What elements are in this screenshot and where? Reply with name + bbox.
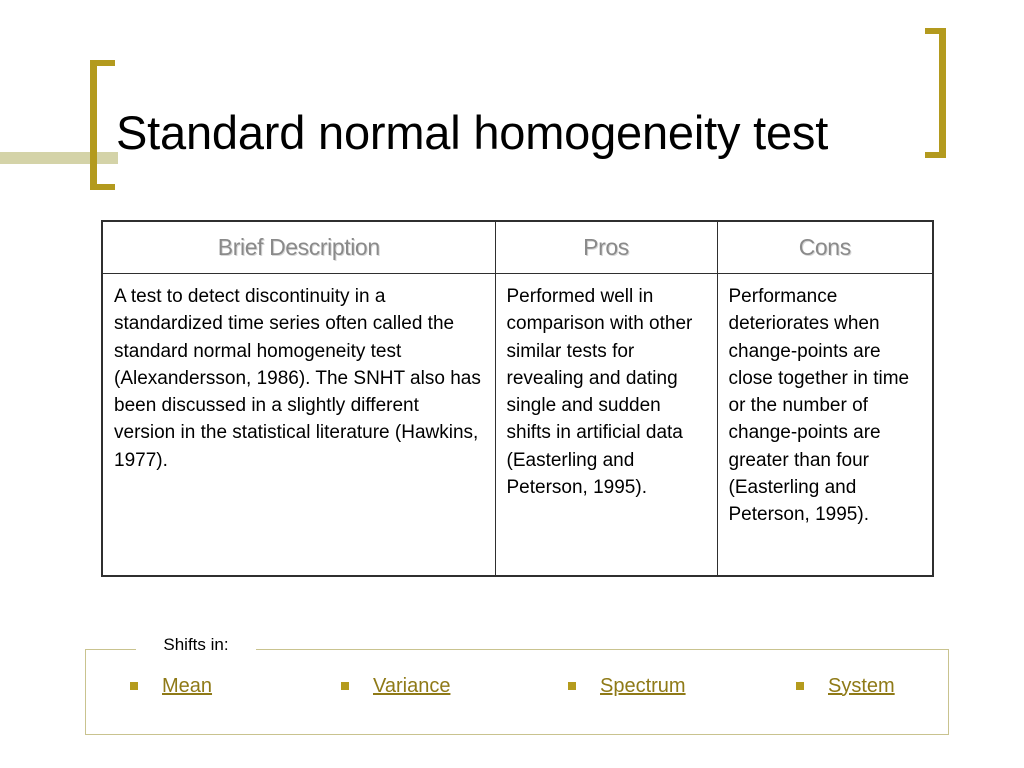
variance-link[interactable]: Variance — [373, 674, 451, 697]
shift-item-system — [796, 672, 895, 700]
mean-link[interactable]: Mean — [162, 674, 213, 697]
cell-pros: Performed well in comparison with other similar tests for revealing and dating single and sudden shifts in artificial data (Easterling and Peterson, 1995). — [495, 274, 717, 577]
right-bracket-decoration — [925, 28, 946, 158]
square-bullet-icon — [568, 682, 576, 690]
left-bracket-decoration — [90, 60, 115, 190]
shift-item-variance — [341, 672, 450, 700]
table-row — [102, 274, 933, 577]
slide-title: Standard normal homogeneity test — [116, 106, 829, 159]
header-brief-description: Brief Description — [102, 221, 495, 274]
header-cons: Cons — [717, 221, 933, 274]
shift-item-spectrum — [568, 672, 686, 700]
spectrum-link[interactable]: Spectrum — [600, 674, 686, 697]
square-bullet-icon — [341, 682, 349, 690]
cell-brief-description: A test to detect discontinuity in a standardized time series often called the standard normal homogeneity test (Alexandersson, 1986). The SNHT also has been discussed in a slightly different version in the statistical literature (Hawkins, 1977). — [102, 274, 495, 577]
square-bullet-icon — [130, 682, 138, 690]
cell-cons: Performance deteriorates when change-points are close together in time or the number of change-points are greater than four (Easterling and Peterson, 1995). — [717, 274, 933, 577]
shift-item-mean — [130, 672, 212, 700]
system-link[interactable]: System — [828, 674, 895, 697]
square-bullet-icon — [796, 682, 804, 690]
table-header-row — [102, 221, 933, 274]
header-pros: Pros — [495, 221, 717, 274]
test-summary-table — [101, 220, 934, 577]
shifts-group-label: Shifts in: — [136, 634, 256, 656]
